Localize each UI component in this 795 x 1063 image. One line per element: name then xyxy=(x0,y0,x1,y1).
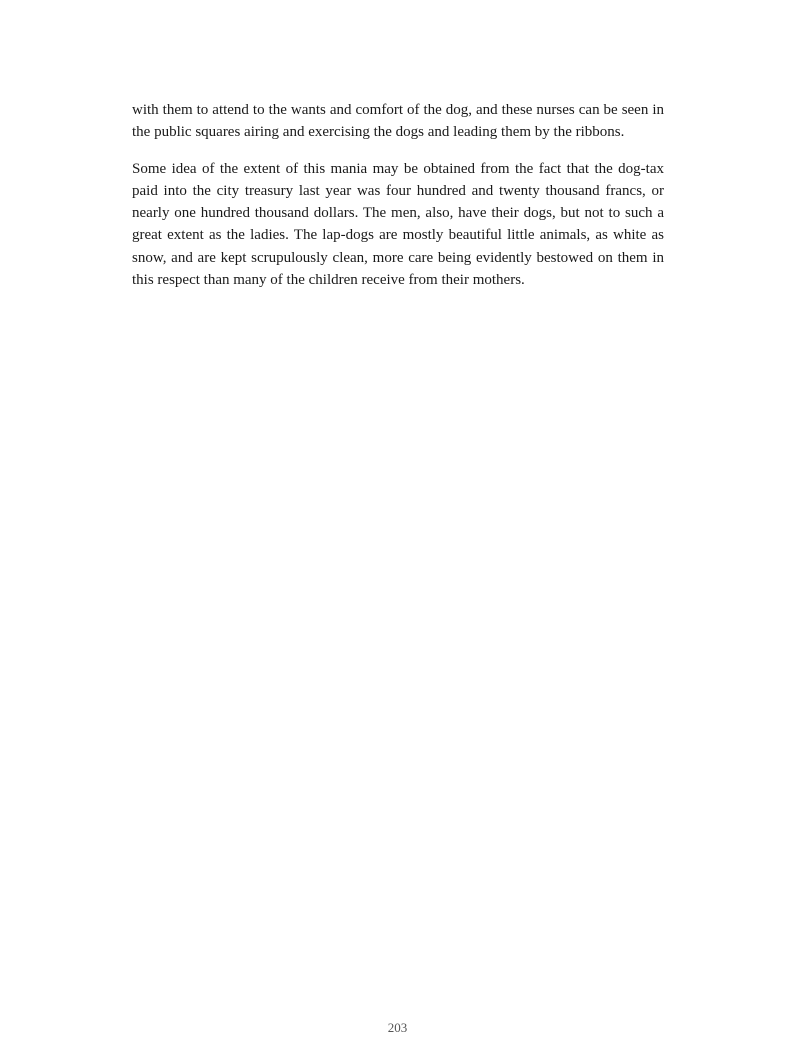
body-text xyxy=(132,99,664,291)
paragraph-1: with them to attend to the wants and comfort of the dog, and these nurses can be seen in the public squares airing and exercising the dogs and leading them by the ribbons. xyxy=(132,102,664,141)
page-number: 203 xyxy=(387,1020,408,1035)
paragraph-2: Some idea of the extent of this mania may be obtained from the fact that the dog-tax paid into the city treasury last year was four hundred and twenty thousand francs, or nearly one hundred thousand dollars. The men, also, have their dogs, but not to such a great extent as the ladies. The lap-dogs are mostly beautiful little animals, as white as snow, and are kept scrupulously clean, more care being evidently bestowed on them in this respect than many of the children receive from their mothers. xyxy=(132,160,664,289)
